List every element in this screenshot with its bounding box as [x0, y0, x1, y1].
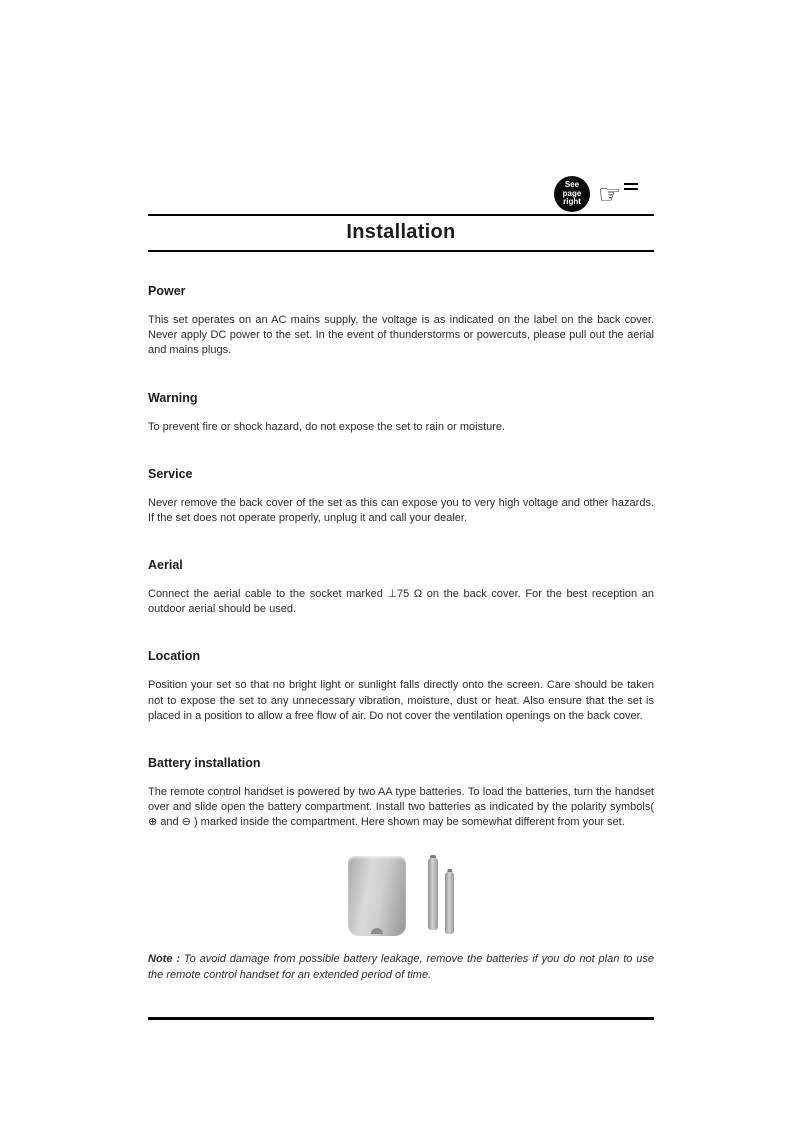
- badge-line-1: See: [564, 179, 580, 189]
- section-body-location: Position your set so that no bright light or sunlight falls directly onto the screen. Care should be taken not to expose the set to any unnecessary vibration, moisture, dust or heat. Also ensure that the set is placed in a position to allow a free flow of air. Do not cover the ventilation openings on the back cover.: [148, 679, 654, 722]
- battery-compartment-cover-image: [348, 856, 406, 936]
- note-body: To avoid damage from possible battery leakage, remove the batteries if you do not plan to use the remote control handset for an extended period of time.: [148, 953, 654, 981]
- compartment-notch: [371, 928, 383, 934]
- section-service: [148, 467, 654, 526]
- page-title: Installation: [346, 221, 456, 243]
- battery-cap-2: [447, 869, 452, 872]
- section-location: [148, 649, 654, 724]
- section-heading-power: Power: [148, 284, 186, 298]
- header-icons: [148, 175, 654, 213]
- note-paragraph: [148, 952, 654, 983]
- top-rule: [148, 214, 654, 216]
- badge-line-3: right: [563, 197, 581, 207]
- section-heading-warning: Warning: [148, 390, 198, 405]
- section-battery-installation: [148, 756, 654, 831]
- note-label: Note :: [148, 953, 180, 966]
- section-heading-aerial: Aerial: [148, 558, 183, 573]
- section-body-warning: To prevent fire or shock hazard, do not expose the set to rain or moisture.: [148, 420, 506, 433]
- section-heading-location: Location: [148, 649, 201, 664]
- section-body-aerial: Connect the aerial cable to the socket marked ⊥75 Ω on the back cover. For the best reception an outdoor aerial should be used.: [148, 588, 654, 616]
- see-page-right-badge: [554, 176, 590, 212]
- section-power: [148, 284, 654, 359]
- battery-cap-1: [430, 855, 436, 858]
- section-warning: [148, 391, 654, 435]
- section-heading-service: Service: [148, 466, 193, 481]
- pointing-hand-icon: ☞: [598, 179, 622, 209]
- battery-image-1: [428, 858, 438, 930]
- section-aerial: [148, 558, 654, 617]
- section-body-power: This set operates on an AC mains supply, the voltage is as indicated on the label on the back cover. Never apply DC power to the set. In the event of thunderstorms or powercuts, please pull out the aerial and mains plugs.: [148, 314, 654, 357]
- section-body-service: Never remove the back cover of the set as this can expose you to very high voltage and other hazards. If the set does not operate properly, unplug it and call your dealer.: [148, 496, 654, 524]
- battery-image-2: [445, 872, 454, 934]
- pointing-hand-wrap: [598, 179, 636, 209]
- section-body-battery-installation: The remote control handset is powered by two AA type batteries. To load the batteries, turn the handset over and slide open the battery compartment. Install two batteries as indicated by the polarity symbols( ⊕ and ⊖ ) marked inside the compartment. Here shown may be somewhat different from your set.: [148, 785, 654, 829]
- badge-line-2: page: [562, 188, 582, 198]
- manual-page: [148, 0, 654, 1020]
- page-lines-icon: [624, 183, 638, 193]
- title-underline-rule: [148, 250, 654, 252]
- battery-figure: [148, 844, 654, 936]
- section-heading-battery-installation: Battery installation: [148, 755, 261, 770]
- bottom-rule: [148, 1017, 654, 1020]
